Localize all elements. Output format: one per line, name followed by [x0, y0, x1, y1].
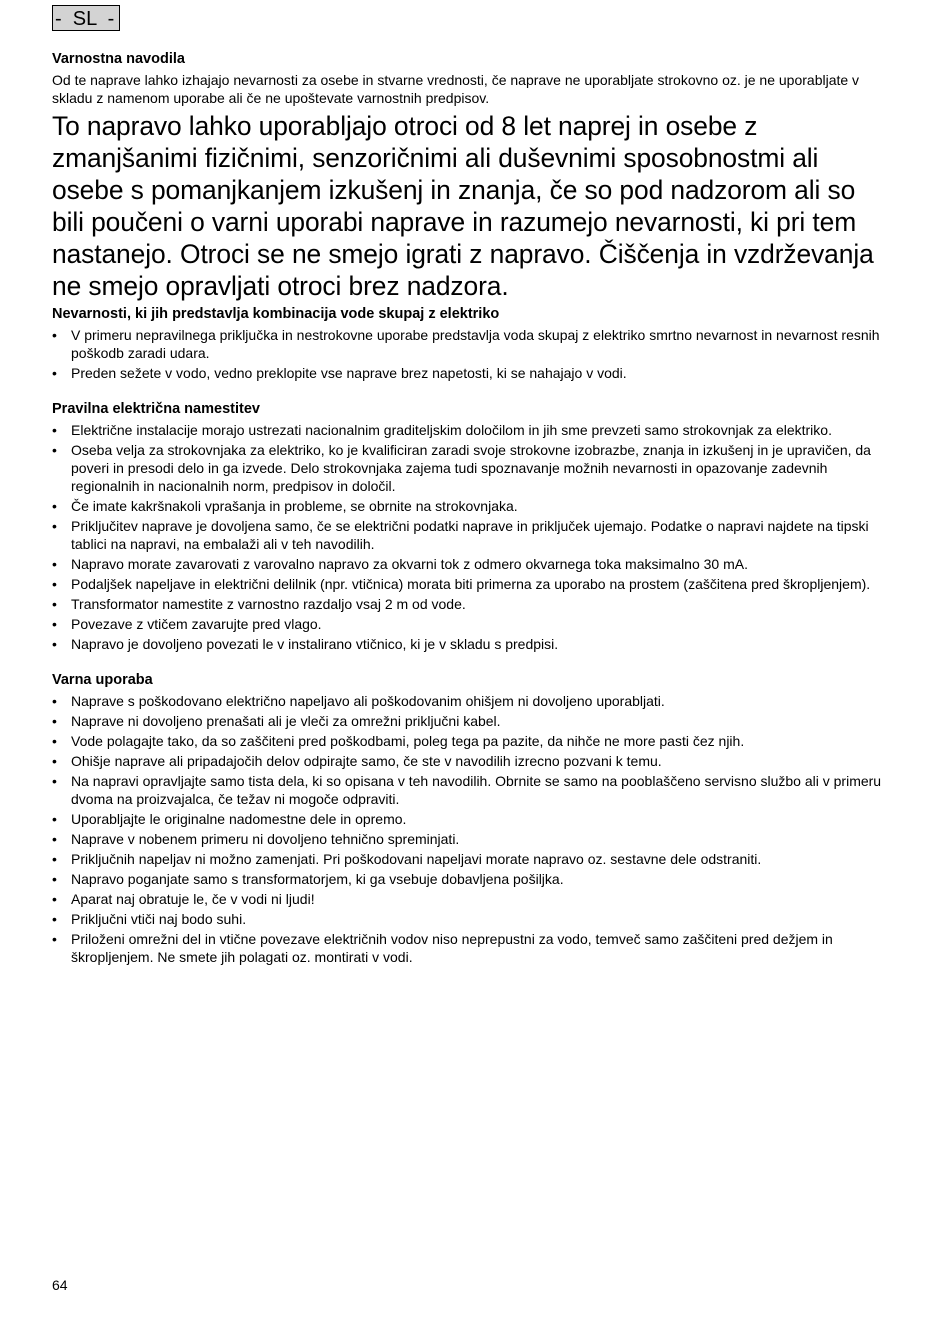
list-item: • Preden sežete v vodo, vedno preklopite vse naprave brez napetosti, ki se nahajajo v vodi.	[52, 364, 892, 382]
list-item: • Naprave s poškodovano električno napeljavo ali poškodovanim ohišjem ni dovoljeno uporabljati.	[52, 692, 892, 710]
list-item: • Naprave v nobenem primeru ni dovoljeno tehnično spreminjati.	[52, 830, 892, 848]
list-item: • Priključni vtiči naj bodo suhi.	[52, 910, 892, 928]
list-item: • Električne instalacije morajo ustrezati nacionalnim graditeljskim določilom in jih sme prevzeti samo strokovnjak za elektriko.	[52, 421, 892, 439]
section-water-electricity	[52, 305, 892, 382]
list-item: • Transformator namestite z varnostno razdaljo vsaj 2 m od vode.	[52, 595, 892, 613]
list-item: • Priključitev naprave je dovoljena samo, če se električni podatki naprave in priključek ujemajo. Podatke o napravi najdete na tipski tablici na napravi, na embalaži ali v teh navodilih.	[52, 517, 892, 553]
list-item: • Napravo je dovoljeno povezati le v instalirano vtičnico, ki je v skladu s predpisi.	[52, 635, 892, 653]
section-safe-use	[52, 671, 892, 966]
page-title: Varnostna navodila	[52, 51, 185, 67]
list-item: • Če imate kakršnakoli vprašanja in probleme, se obrnite na strokovnjaka.	[52, 497, 892, 515]
section-heading: Varna uporaba	[52, 672, 153, 688]
list-item: • V primeru nepravilnega priključka in nestrokovne uporabe predstavlja voda skupaj z elektriko smrtno nevarnost in nevarnost resnih poškodb zaradi udara.	[52, 326, 892, 362]
language-tag: - SL -	[52, 5, 120, 31]
intro-paragraph: Od te naprave lahko izhajajo nevarnosti za osebe in stvarne vrednosti, če naprave ne uporabljate strokovno oz. je ne uporabljate v skladu z namenom uporabe ali če ne upoštevate varnostnih predpisov.	[52, 72, 860, 106]
list-item: • Ohišje naprave ali pripadajočih delov odpirajte samo, če ste v navodilih izrecno pozvani k temu.	[52, 752, 892, 770]
list-item: • Napravo poganjate samo s transformatorjem, ki ga vsebuje dobavljena pošiljka.	[52, 870, 892, 888]
document-body	[52, 50, 892, 984]
list-item: • Uporabljajte le originalne nadomestne dele in opremo.	[52, 810, 892, 828]
child-safety-warning: To napravo lahko uporabljajo otroci od 8 let naprej in osebe z zmanjšanimi fizičnimi, senzoričnimi ali duševnimi sposobnostmi ali osebe s pomanjkanjem izkušenj in znanja, če so pod nadzorom ali so bili poučeni o varni uporabi naprave in razumejo nevarnosti, ki pri tem nastanejo. Otroci se ne smejo igrati z napravo. Čiščenja in vzdrževanja ne smejo opravljati otroci brez nadzora.	[52, 111, 874, 301]
list-item: • Priloženi omrežni del in vtične povezave električnih vodov niso neprepustni za vodo, temveč samo zaščiteni pred dežjem in škropljenjem. Ne smete jih polagati oz. montirati v vodi.	[52, 930, 892, 966]
section-heading: Pravilna električna namestitev	[52, 401, 260, 417]
list-item: • Oseba velja za strokovnjaka za elektriko, ko je kvalificiran zaradi svoje strokovne izobrazbe, znanja in izkušenj in je upravičen, da poveri in presodi delo in ga izvede. Delo strokovnjaka zajema tudi spoznavanje možnih nevarnosti in opazovanje zadevnih regionalnih in nacionalnih norm, predpisov in določil.	[52, 441, 892, 495]
bullet-list	[52, 326, 892, 382]
section-heading: Nevarnosti, ki jih predstavlja kombinacija vode skupaj z elektriko	[52, 306, 500, 322]
list-item: • Povezave z vtičem zavarujte pred vlago.	[52, 615, 892, 633]
section-electrical-installation	[52, 400, 892, 653]
page-number: 64	[52, 1277, 68, 1293]
list-item: • Podaljšek napeljave in električni delilnik (npr. vtičnica) morata biti primerna za uporabo na prostem (zaščitena pred škropljenjem).	[52, 575, 892, 593]
list-item: • Vode polagajte tako, da so zaščiteni pred poškodbami, poleg tega pa pazite, da nihče ne more pasti čez njih.	[52, 732, 892, 750]
bullet-list	[52, 692, 892, 966]
list-item: • Naprave ni dovoljeno prenašati ali je vleči za omrežni priključni kabel.	[52, 712, 892, 730]
list-item: • Napravo morate zavarovati z varovalno napravo za okvarni tok z odmero okvarnega toka maksimalno 30 mA.	[52, 555, 892, 573]
list-item: • Priključnih napeljav ni možno zamenjati. Pri poškodovani napeljavi morate napravo oz. sestavne dele odstraniti.	[52, 850, 892, 868]
list-item: • Aparat naj obratuje le, če v vodi ni ljudi!	[52, 890, 892, 908]
bullet-list	[52, 421, 892, 653]
list-item: • Na napravi opravljajte samo tista dela, ki so opisana v teh navodilih. Obrnite se samo na pooblaščeno servisno službo ali v primeru dvoma na proizvajalca, če težav ni mogoče odpraviti.	[52, 772, 892, 808]
